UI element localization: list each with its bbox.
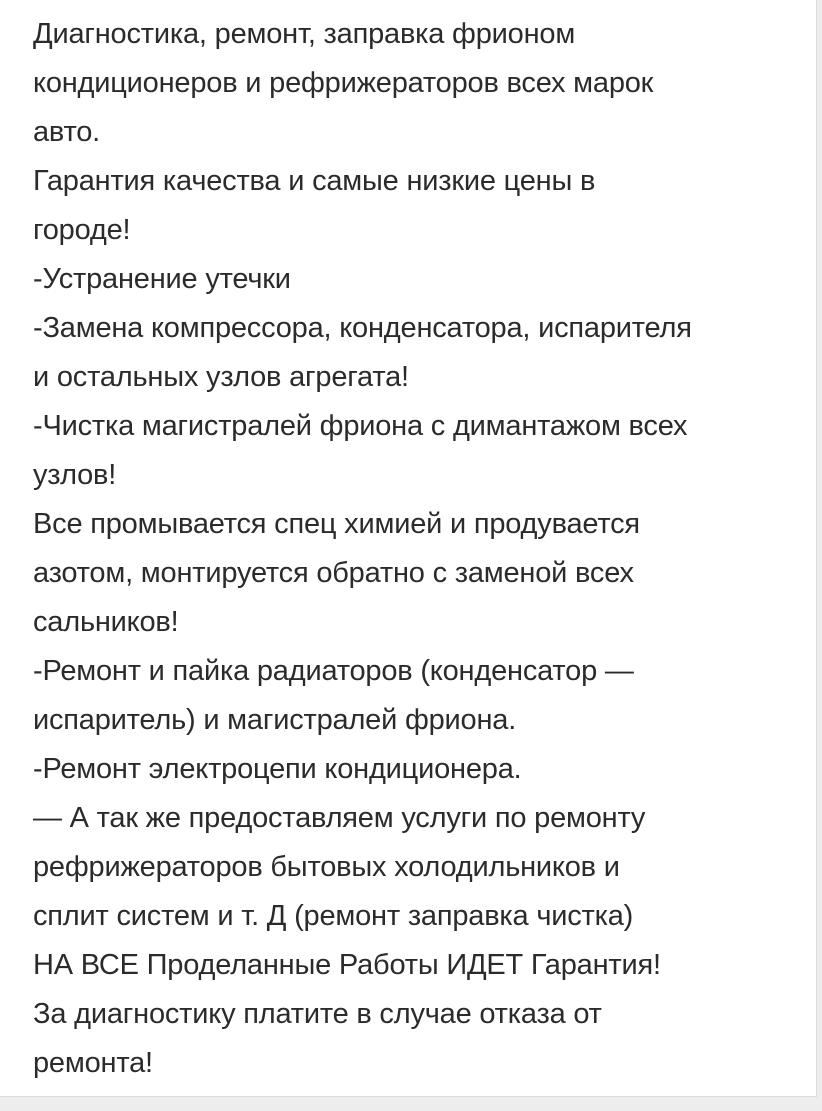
post-line: -Ремонт и пайка радиаторов (конденсатор — [33,655,634,687]
post-line: азотом, монтируется обратно с заменой всех [33,557,634,589]
post-line: сплит систем и т. Д (ремонт заправка чистка) [33,900,634,932]
post-line: НА ВСЕ Проделанные Работы ИДЕТ Гарантия! [33,949,661,981]
post-line: и остальных узлов агрегата! [33,361,409,393]
post-line: авто. [33,116,101,148]
post-line: Все промывается спец химией и продувается [33,508,640,540]
post-line: -Устранение утечки [33,263,291,295]
post-line: рефрижераторов бытовых холодильников и [33,851,620,883]
post-line: — А так же предоставляем услуги по ремонту [33,802,646,834]
post-line: кондиционеров и рефрижераторов всех марок [33,67,654,99]
post-text [33,10,808,1088]
post-line: сальников! [33,606,179,638]
post-line: -Замена компрессора, конденсатора, испарителя [33,312,692,344]
post-line: ремонта! [33,1047,153,1079]
post-line: городе! [33,214,131,246]
post-line: Диагностика, ремонт, заправка фрионом [33,18,576,50]
post-line: -Чистка магистралей фриона с димантажом всех [33,410,688,442]
post-line: испаритель) и магистралей фриона. [33,704,517,736]
post-line: За диагностику платите в случае отказа от [33,998,602,1030]
post-line: -Ремонт электроцепи кондиционера. [33,753,522,785]
post-line: Гарантия качества и самые низкие цены в [33,165,596,197]
post-line: узлов! [33,459,117,491]
